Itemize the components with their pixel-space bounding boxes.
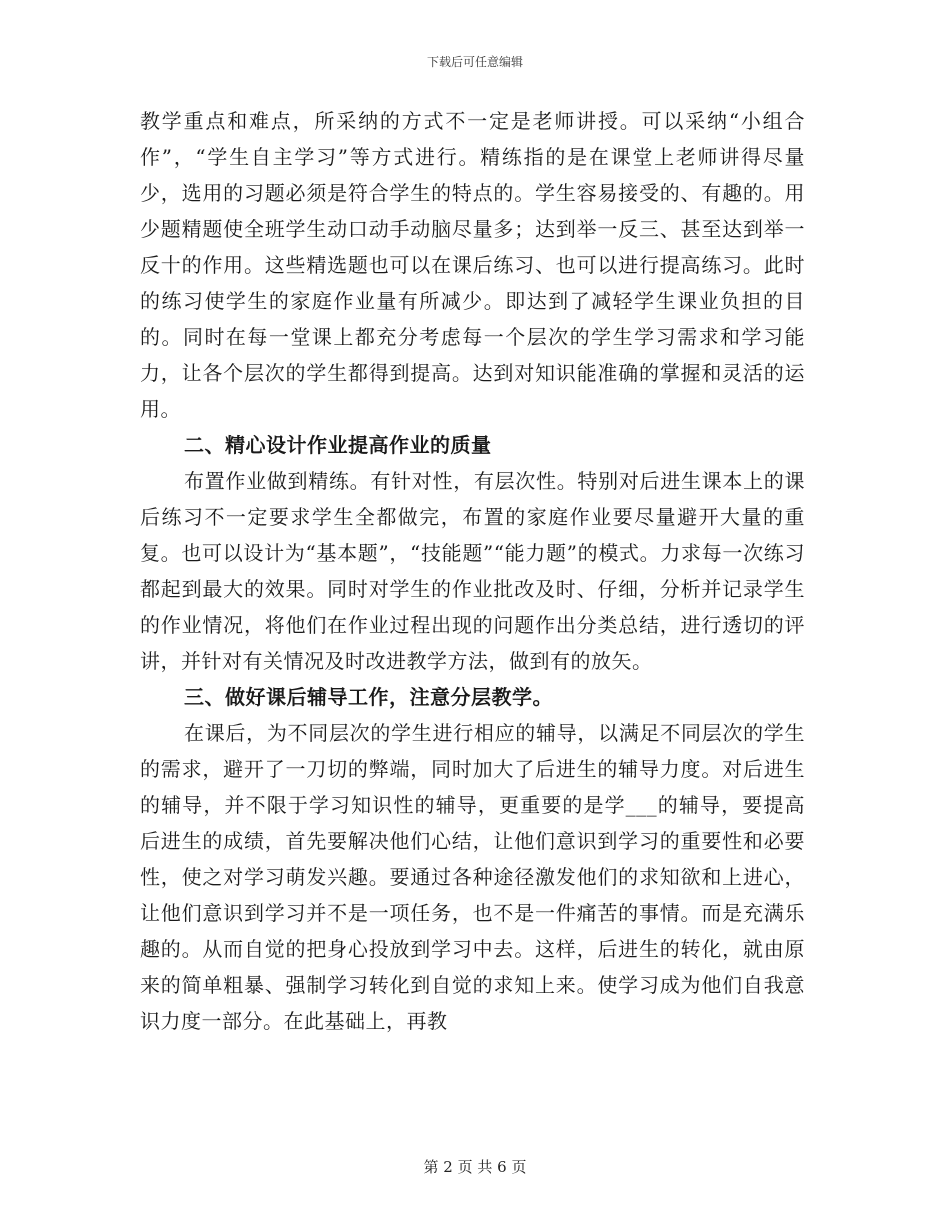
- paragraph-3: 在课后，为不同层次的学生进行相应的辅导，以满足不同层次的学生的需求，避开了一刀切的弊端，同时加大了后进生的辅导力度。对后进生的辅导，并不限于学习知识性的辅导，更重要的是学___的辅导，要提高后进生的成绩，首先要解决他们心结，让他们意识到学习的重要性和必要性，使之对学习萌发兴趣。要通过各种途径激发他们的求知欲和上进心，让他们意识到学习并不是一项任务，也不是一件痛苦的事情。而是充满乐趣的。从而自觉的把身心投放到学习中去。这样，后进生的转化，就由原来的简单粗暴、强制学习转化到自觉的求知上来。使学习成为他们自我意识力度一部分。在此基础上，再教: [140, 721, 805, 1033]
- section-heading-3: 三、做好课后辅导工作，注意分层教学。: [184, 685, 553, 709]
- section-heading-2: 二、精心设计作业提高作业的质量: [184, 433, 492, 457]
- page-number-footer: 第 2 页 共 6 页: [423, 1158, 527, 1176]
- document-body: [140, 103, 805, 1039]
- paragraph-2: 布置作业做到精练。有针对性，有层次性。特别对后进生课本上的课后练习不一定要求学生全都做完，布置的家庭作业要尽量避开大量的重复。也可以设计为“基本题”，“技能题”“能力题”的模式。力求每一次练习都起到最大的效果。同时对学生的作业批改及时、仔细，分析并记录学生的作业情况，将他们在作业过程出现的问题作出分类总结，进行透切的评讲，并针对有关情况及时改进教学方法，做到有的放矢。: [140, 469, 805, 673]
- paragraph-1: 教学重点和难点，所采纳的方式不一定是老师讲授。可以采纳“小组合作”，“学生自主学习”等方式进行。精练指的是在课堂上老师讲得尽量少，选用的习题必须是符合学生的特点的。学生容易接受的、有趣的。用少题精题使全班学生动口动手动脑尽量多；达到举一反三、甚至达到举一反十的作用。这些精选题也可以在课后练习、也可以进行提高练习。此时的练习使学生的家庭作业量有所减少。即达到了减轻学生课业负担的目的。同时在每一堂课上都充分考虑每一个层次的学生学习需求和学习能力，让各个层次的学生都得到提高。达到对知识能准确的掌握和灵活的运用。: [140, 109, 805, 421]
- page-header-note: 下载后可任意编辑: [426, 55, 523, 69]
